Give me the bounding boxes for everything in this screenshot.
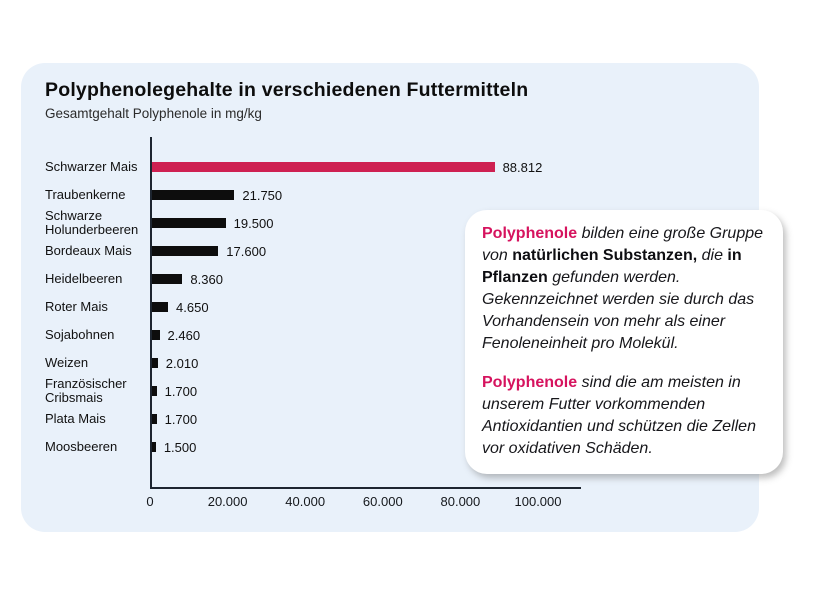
category-label: Französischer Cribsmais — [45, 376, 127, 405]
infobox-paragraph — [482, 223, 767, 355]
chart-row — [45, 153, 605, 181]
chart-subtitle: Gesamtgehalt Polyphenole in mg/kg — [45, 106, 262, 121]
bar — [150, 302, 168, 312]
text-segment: sind die am meisten in unserem Futter vorkommenden Antioxidantien und schützen die Zellen vor oxidativen Schäden. — [482, 374, 756, 457]
value-label: 1.700 — [164, 383, 198, 399]
category-label: Moosbeeren — [45, 439, 118, 455]
x-axis-line — [150, 487, 581, 489]
x-tick-label: 40.000 — [285, 494, 326, 509]
value-label: 88.812 — [502, 159, 543, 175]
text-segment: die — [697, 247, 728, 264]
category-label: Schwarzer Mais — [45, 159, 138, 175]
bar-plot — [150, 405, 197, 433]
x-tick-label: 20.000 — [207, 494, 248, 509]
chart-title: Polyphenolegehalte in verschiedenen Futtermitteln — [45, 79, 529, 101]
value-label: 1.500 — [163, 439, 197, 455]
x-tick-label: 60.000 — [362, 494, 403, 509]
category-label: Bordeaux Mais — [45, 243, 132, 259]
value-label: 1.700 — [164, 411, 198, 427]
bar — [150, 274, 182, 284]
category-label: Heidelbeeren — [45, 271, 123, 287]
bar-plot — [150, 181, 282, 209]
value-label: 2.460 — [167, 327, 201, 343]
x-tick-label: 80.000 — [440, 494, 481, 509]
category-label: Sojabohnen — [45, 327, 115, 343]
bar-plot — [150, 321, 200, 349]
infobox-content — [482, 223, 767, 460]
infobox-paragraph — [482, 372, 767, 460]
text-segment: Polyphenole — [482, 374, 578, 391]
category-label: Roter Mais — [45, 299, 108, 315]
value-label: 19.500 — [233, 215, 274, 231]
bar-plot — [150, 209, 273, 237]
category-label: Plata Mais — [45, 411, 106, 427]
bar-plot — [150, 433, 196, 461]
text-segment: bilden eine große Gruppe von — [482, 225, 764, 264]
bar — [150, 246, 218, 256]
value-label: 2.010 — [165, 355, 199, 371]
chart-row — [45, 181, 605, 209]
bar — [150, 162, 495, 172]
value-label: 21.750 — [242, 187, 283, 203]
category-label: Weizen — [45, 355, 89, 371]
category-label: Traubenkerne — [45, 187, 126, 203]
text-segment: Polyphenole — [482, 225, 578, 242]
bar-plot — [150, 237, 266, 265]
bar-plot — [150, 265, 223, 293]
info-box — [465, 210, 783, 474]
category-label: Schwarze Holunderbeeren — [45, 208, 139, 237]
value-label: 17.600 — [226, 243, 267, 259]
text-segment: in Pflanzen — [482, 247, 742, 286]
y-axis-line — [150, 137, 152, 488]
bar — [150, 190, 234, 200]
value-label: 8.360 — [190, 271, 223, 287]
bar-plot — [150, 153, 542, 181]
bar-plot — [150, 377, 197, 405]
bar — [150, 218, 226, 228]
x-tick-label: 100.000 — [514, 494, 562, 509]
bar-plot — [150, 349, 198, 377]
text-segment: gefunden werden. Gekennzeichnet werden sie durch das Vorhandensein von mehr als einer Fenoleneinheit pro Molekül. — [482, 269, 755, 352]
value-label: 4.650 — [176, 299, 209, 315]
bar-plot — [150, 293, 209, 321]
x-tick-label: 0 — [146, 494, 154, 509]
text-segment: natürlichen Substanzen, — [512, 247, 698, 264]
